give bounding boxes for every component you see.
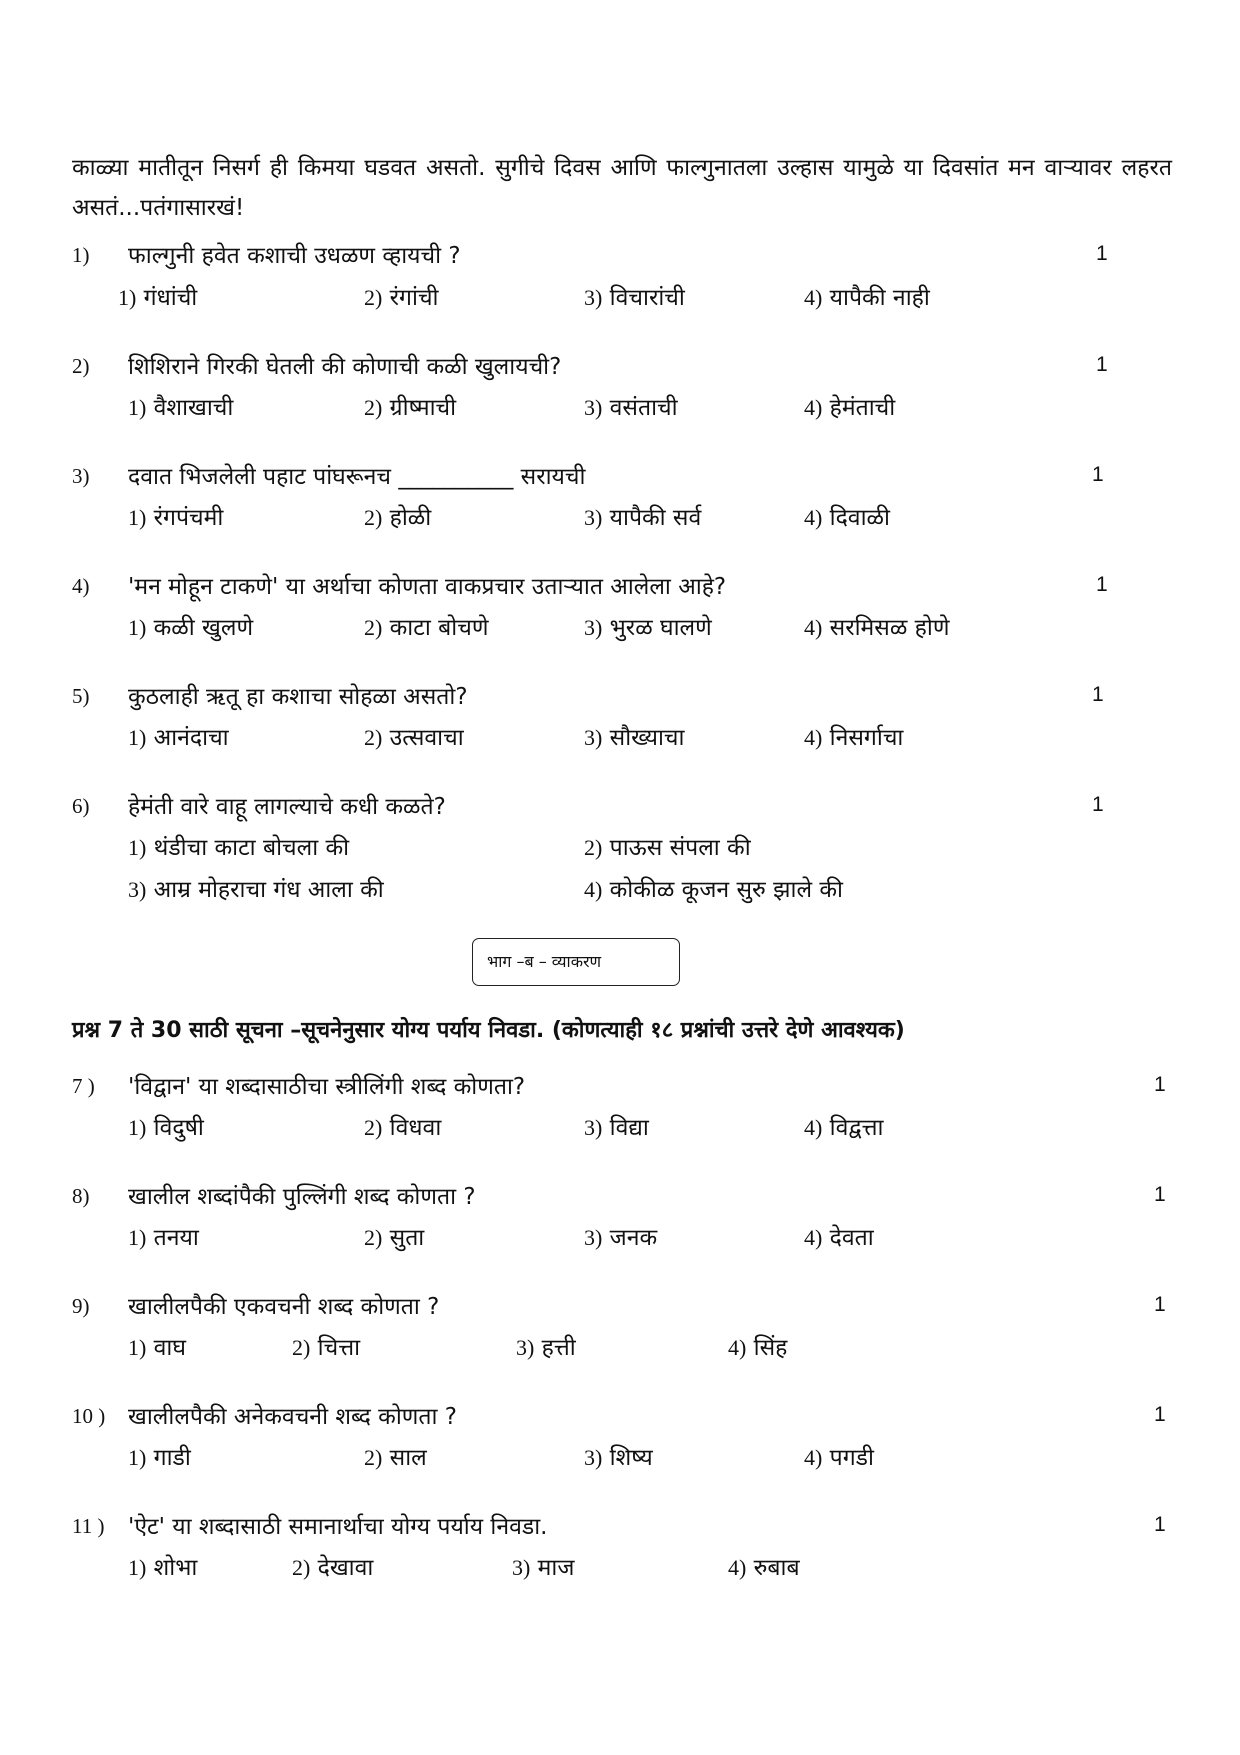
option: 2) चित्ता [292,1335,361,1361]
question-mark: 1 [1096,353,1108,376]
option: 4) कोकीळ कूजन सुरु झाले की [584,877,843,903]
option: 4) हेमंताची [804,395,896,421]
option: 3) आम्र मोहराचा गंध आला की [128,877,384,903]
option: 3) माज [512,1555,575,1581]
option: 3) विद्या [584,1115,649,1141]
question-mark: 1 [1092,793,1104,816]
option: 1) वैशाखाची [128,395,234,421]
option: 3) सौख्याचा [584,725,685,751]
question-mark: 1 [1096,242,1108,265]
option: 1) वाघ [128,1335,186,1361]
question-number: 2) [72,354,90,378]
option: 2) उत्सवाचा [364,725,464,751]
question-mark: 1 [1154,1513,1166,1536]
option: 2) ग्रीष्माची [364,395,457,421]
option: 4) देवता [804,1225,874,1251]
option: 1) कळी खुलणे [128,615,254,641]
question-text: शिशिराने गिरकी घेतली की कोणाची कळी खुलायची? [128,354,562,380]
question-mark: 1 [1154,1293,1166,1316]
option: 2) पाऊस संपला की [584,835,751,861]
option: 2) विधवा [364,1115,442,1141]
question-mark: 1 [1096,573,1108,596]
section-instruction: प्रश्न 7 ते 30 साठी सूचना –सूचनेनुसार योग्य पर्याय निवडा. (कोणत्याही १८ प्रश्नांची उत्तरे देणे आवश्यक) [72,1018,905,1043]
option: 4) सिंह [728,1335,788,1361]
option: 4) यापैकी नाही [804,285,930,311]
question-text: 'विद्वान' या शब्दासाठीचा स्त्रीलिंगी शब्द कोणता? [128,1074,526,1100]
option: 4) निसर्गाचा [804,725,904,751]
question-text: हेमंती वारे वाहू लागल्याचे कधी कळते? [128,794,446,820]
option: 1) गंधांची [118,285,198,311]
question-text: खालील शब्दांपैकी पुल्लिंगी शब्द कोणता ? [128,1184,476,1210]
question-mark: 1 [1154,1073,1166,1096]
option: 3) शिष्य [584,1445,653,1471]
option: 3) जनक [584,1225,658,1251]
option: 4) रुबाब [728,1555,800,1581]
option: 1) गाडी [128,1445,191,1471]
option: 2) देखावा [292,1555,374,1581]
option: 1) आनंदाचा [128,725,229,751]
question-text: खालीलपैकी अनेकवचनी शब्द कोणता ? [128,1404,457,1430]
question-text: दवात भिजलेली पहाट पांघरूनच __________ सरायची [128,464,586,490]
question-text: फाल्गुनी हवेत कशाची उधळण व्हायची ? [128,243,461,269]
question-mark: 1 [1092,683,1104,706]
question-number: 10 ) [72,1404,106,1428]
question-number: 1) [72,243,90,267]
option: 1) विदुषी [128,1115,204,1141]
question-text: 'मन मोहून टाकणे' या अर्थाचा कोणता वाकप्रचार उताऱ्यात आलेला आहे? [128,574,727,600]
question-number: 9) [72,1294,90,1318]
question-number: 3) [72,464,90,488]
option: 2) सुता [364,1225,425,1251]
section-label-box: भाग –ब – व्याकरण [472,938,680,986]
option: 3) भुरळ घालणे [584,615,712,641]
option: 4) दिवाळी [804,505,890,531]
question-text: कुठलाही ऋतू हा कशाचा सोहळा असतो? [128,684,468,710]
question-number: 7 ) [72,1074,95,1098]
question-number: 5) [72,684,90,708]
option: 4) सरमिसळ होणे [804,615,950,641]
question-mark: 1 [1154,1403,1166,1426]
question-number: 8) [72,1184,90,1208]
option: 3) वसंताची [584,395,678,421]
option: 1) रंगपंचमी [128,505,224,531]
option: 3) हत्ती [516,1335,576,1361]
option: 4) विद्वत्ता [804,1115,884,1141]
question-mark: 1 [1092,463,1104,486]
question-number: 4) [72,574,90,598]
option: 2) साल [364,1445,427,1471]
option: 3) यापैकी सर्व [584,505,702,531]
question-text: 'ऐट' या शब्दासाठी समानार्थाचा योग्य पर्याय निवडा. [128,1514,548,1540]
option: 1) शोभा [128,1555,198,1581]
option: 1) तनया [128,1225,199,1251]
question-text: खालीलपैकी एकवचनी शब्द कोणता ? [128,1294,440,1320]
option: 3) विचारांची [584,285,685,311]
option: 2) काटा बोचणे [364,615,489,641]
question-mark: 1 [1154,1183,1166,1206]
option: 1) थंडीचा काटा बोचला की [128,835,350,861]
passage-text: काळ्या मातीतून निसर्ग ही किमया घडवत असतो. सुगीचे दिवस आणि फाल्गुनातला उल्हास यामुळे या दिवसांत मन वाऱ्यावर लहरत असतं...पतंगासारखं! [72,155,1172,221]
option: 2) रंगांची [364,285,439,311]
option: 2) होळी [364,505,432,531]
question-number: 6) [72,794,90,818]
question-number: 11 ) [72,1514,105,1538]
option: 4) पगडी [804,1445,874,1471]
